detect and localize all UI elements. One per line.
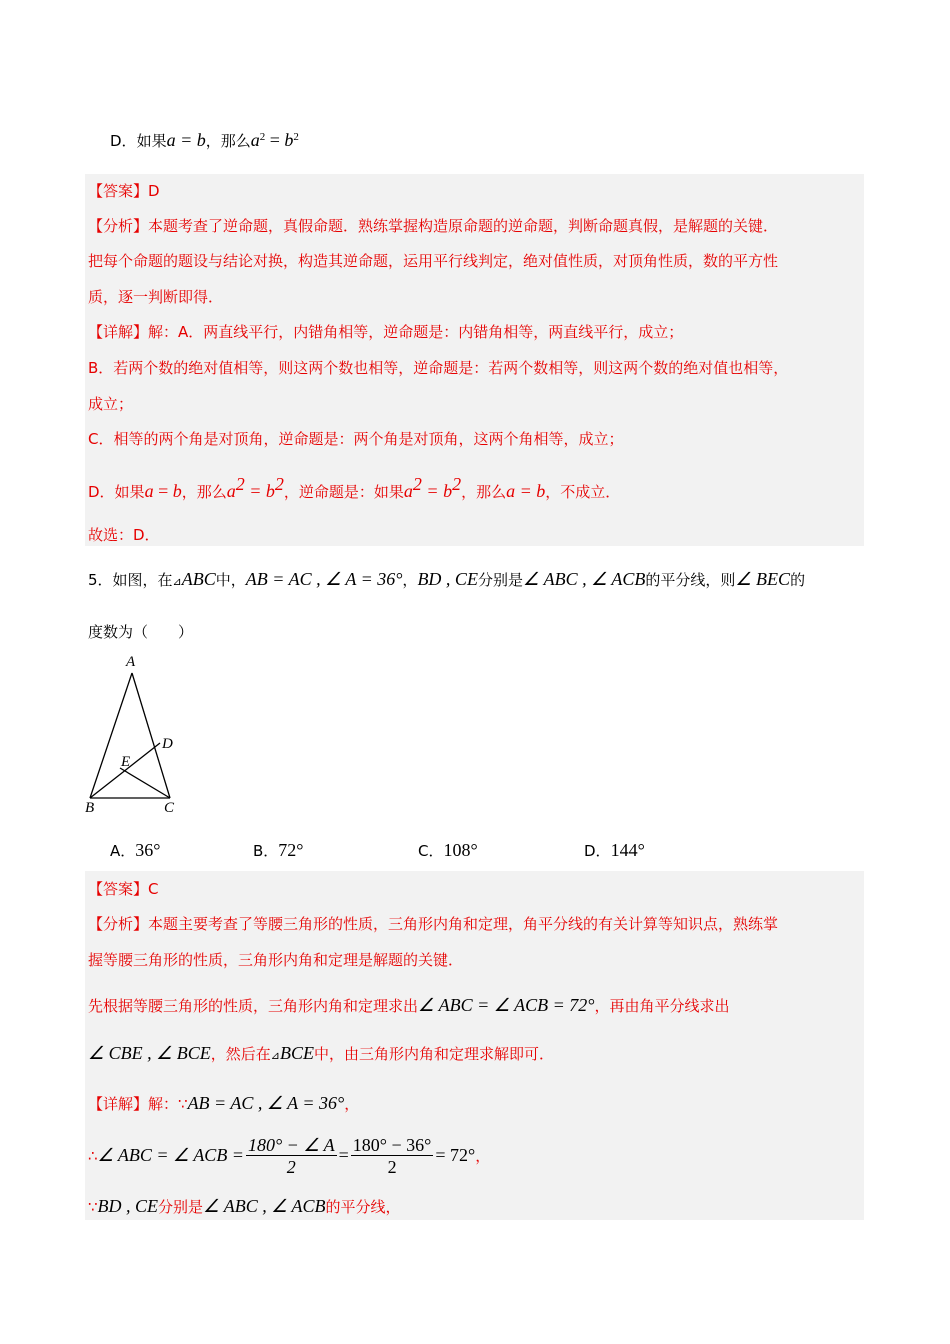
math-expr: ∠ ABC = ∠ ACB = 72°	[418, 995, 595, 1015]
q5-analysis-line-2	[88, 949, 463, 970]
math-expr: ∠ CBE , ∠ BCE	[88, 1043, 211, 1063]
math-expr: = 72°	[435, 1145, 476, 1165]
q4-analysis-line-3	[88, 286, 223, 307]
triangle-symbol: ⊿	[270, 1049, 280, 1062]
label-b: B	[85, 800, 95, 815]
analysis-text: 把每个命题的题设与结论对换，构造其逆命题，运用平行线判定，绝对值性质，对顶角性质，数的平方性	[88, 252, 779, 270]
detail-text: ，那么	[181, 483, 227, 501]
math-expr: ∠ ABC , ∠ ACB	[203, 1196, 326, 1216]
label-a: A	[126, 654, 136, 670]
math-expr: ∠ ABC , ∠ ACB	[522, 569, 646, 589]
stem-text: 的	[790, 571, 806, 589]
q4-detail-line-5	[88, 474, 620, 502]
q5-detail-line-2	[88, 1135, 490, 1178]
fraction	[351, 1135, 434, 1178]
math-exp: 2	[259, 131, 266, 143]
label-d: D	[162, 736, 173, 752]
q5-detail-line-1	[88, 1093, 359, 1114]
q4-detail-line-3	[88, 393, 133, 414]
math-exp: 2	[293, 131, 299, 143]
analysis-text: ，再由角平分线求出	[594, 997, 730, 1015]
option-label: A．	[110, 842, 136, 860]
detail-tag: 【详解】	[88, 1095, 149, 1113]
fraction-denominator: 2	[387, 1157, 397, 1177]
detail-tag: 【详解】	[88, 323, 149, 341]
q4-detail-line-4	[88, 428, 623, 449]
detail-text: C．相等的两个角是对顶角，逆命题是：两个角是对顶角，这两个角相等，成立；	[88, 430, 624, 448]
detail-text: 的平分线，	[325, 1198, 401, 1216]
conclusion-text: 故选：D．	[88, 526, 160, 544]
option-d[interactable]	[584, 840, 645, 861]
q4-detail-line-1	[88, 321, 683, 342]
fraction-denominator: 2	[286, 1157, 296, 1177]
detail-text: D．如果	[88, 483, 145, 501]
fraction-numerator: 180° − 36°	[352, 1135, 432, 1155]
detail-text: 解：A．两直线平行，内错角相等，逆命题是：内错角相等，两直线平行，成立；	[148, 323, 684, 341]
math-expr: BD , CE	[97, 1196, 159, 1216]
analysis-text: 本题考查了逆命题，真假命题．熟练掌握构造原命题的逆命题，判断命题真假，是解题的关键．	[148, 217, 779, 235]
math-expr: AB = AC , ∠ A = 36°	[187, 1093, 345, 1113]
q4-detail-line-2	[88, 357, 788, 378]
answer-value: C	[148, 880, 159, 898]
math-expr: ∠ BEC	[735, 569, 791, 589]
q4-answer	[88, 180, 160, 201]
q4-analysis-line-2	[88, 250, 778, 271]
option-text: 如果	[136, 132, 167, 150]
math-expr: $a^2 = b^2$	[403, 474, 462, 501]
analysis-text: 本题主要考查了等腰三角形的性质，三角形内角和定理，角平分线的有关计算等知识点，熟练掌	[148, 915, 779, 933]
option-label: C．	[418, 842, 444, 860]
q5-analysis-line-3	[88, 995, 729, 1016]
detail-text: ∵	[88, 1198, 98, 1216]
detail-text: ，	[344, 1095, 360, 1113]
analysis-text: 先根据等腰三角形的性质，三角形内角和定理求出	[88, 997, 419, 1015]
q4-analysis-line-1	[88, 215, 778, 236]
analysis-tag: 【分析】	[88, 217, 149, 235]
option-value: 72°	[278, 840, 304, 860]
fraction-numerator: 180° − ∠ A	[247, 1135, 335, 1155]
q5-stem-line-1	[88, 569, 805, 590]
option-label: D．	[110, 132, 137, 150]
triangle-figure	[80, 650, 190, 815]
math-expr: a = b	[144, 481, 182, 501]
math-expr: ∠ ABC = ∠ ACB =	[97, 1145, 244, 1165]
q4-conclusion	[88, 524, 160, 545]
triangle-symbol: ⊿	[172, 575, 182, 588]
prev-option-d	[110, 130, 299, 151]
answer-value: D	[148, 182, 160, 200]
math-expr: ABC	[181, 569, 216, 589]
detail-text: 成立；	[88, 395, 134, 413]
math-expr: BD , CE	[417, 569, 478, 589]
math-expr: =	[265, 130, 285, 150]
option-value: 108°	[443, 840, 478, 860]
stem-text: 5．如图，在	[88, 571, 173, 589]
analysis-text: 握等腰三角形的性质，三角形内角和定理是解题的关键．	[88, 951, 464, 969]
answer-tag: 【答案】	[88, 182, 149, 200]
label-e: E	[121, 754, 131, 770]
q5-detail-line-3	[88, 1196, 401, 1217]
stem-text: ，	[402, 571, 418, 589]
fraction	[246, 1135, 337, 1178]
detail-text: B．若两个数的绝对值相等，则这两个数也相等，逆命题是：若两个数相等，则这两个数的绝对值也相等，	[88, 359, 789, 377]
analysis-text: 质，逐一判断即得．	[88, 288, 224, 306]
q5-analysis-line-1	[88, 913, 778, 934]
detail-text: ，那么	[461, 483, 507, 501]
answer-tag: 【答案】	[88, 880, 149, 898]
option-a[interactable]	[110, 840, 160, 861]
stem-text: 的平分线，则	[645, 571, 736, 589]
option-label: D．	[584, 842, 611, 860]
option-b[interactable]	[253, 840, 304, 861]
detail-text: 分别是	[158, 1198, 204, 1216]
stem-text: 中，	[215, 571, 246, 589]
stem-text: 分别是	[477, 571, 523, 589]
analysis-text: ，然后在	[210, 1045, 271, 1063]
option-label: B．	[253, 842, 279, 860]
math-expr: b	[284, 130, 294, 150]
side-ab	[90, 673, 132, 798]
option-value: 144°	[610, 840, 645, 860]
stem-text: 度数为（ ）	[88, 623, 194, 641]
math-expr: $a^2 = b^2$	[226, 474, 284, 501]
option-text: ，那么	[205, 132, 251, 150]
q5-stem-line-2	[88, 621, 193, 642]
label-c: C	[164, 800, 175, 815]
analysis-text: 中，由三角形内角和定理求解即可．	[314, 1045, 555, 1063]
detail-text: ，逆命题是：如果	[283, 483, 404, 501]
analysis-tag: 【分析】	[88, 915, 149, 933]
math-expr: a = b	[166, 130, 206, 150]
math-expr: BCE	[280, 1043, 314, 1063]
detail-text: ，	[475, 1147, 491, 1165]
detail-text: ∴	[88, 1147, 98, 1165]
math-expr: a = b	[506, 481, 546, 501]
math-expr: =	[338, 1145, 349, 1165]
q5-analysis-line-4	[88, 1043, 554, 1064]
option-c[interactable]	[418, 840, 478, 861]
detail-text: 解：∵	[148, 1095, 188, 1113]
option-value: 36°	[135, 840, 161, 860]
detail-text: ，不成立．	[545, 483, 621, 501]
q5-answer	[88, 878, 159, 899]
math-expr: AB = AC , ∠ A = 36°	[245, 569, 403, 589]
math-expr: a	[250, 130, 260, 150]
